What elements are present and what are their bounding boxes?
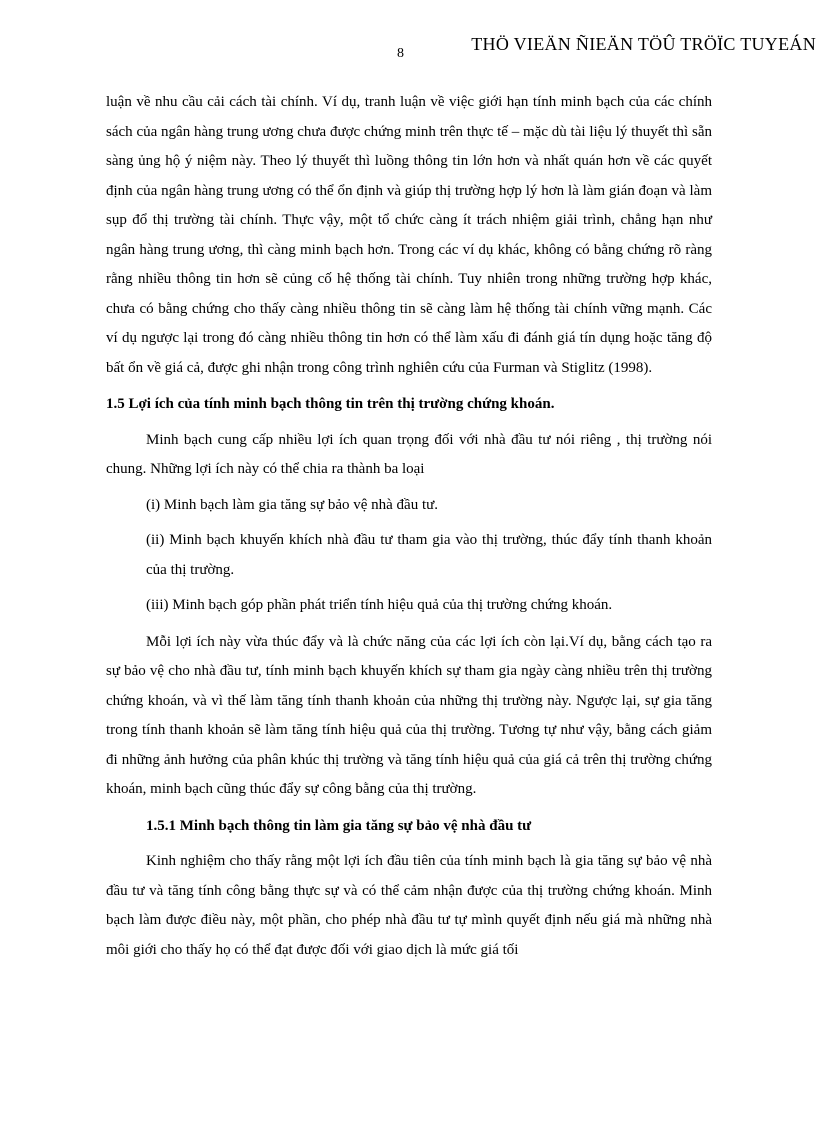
list-item-2: (ii) Minh bạch khuyến khích nhà đầu tư tham gia vào thị trường, thúc đẩy tính thanh khoản của thị trường. [146, 532, 712, 578]
section-heading-1-5: 1.5 Lợi ích của tính minh bạch thông tin trên thị trường chứng khoán. [106, 396, 555, 412]
paragraph-benefits-intro: Minh bạch cung cấp nhiều lợi ích quan trọng đối với nhà đầu tư nói riêng , thị trường nói chung. Những lợi ích này có thể chia ra thành ba loại [106, 431, 712, 477]
page-number: 8 [397, 46, 404, 61]
header-watermark: THÖ VIEÄN ÑIEÄN TÖÛ TRÖÏC TUYEÁN [471, 34, 816, 54]
section-heading-1-5-1: 1.5.1 Minh bạch thông tin làm gia tăng sự bảo vệ nhà đầu tư [146, 817, 532, 834]
paragraph-benefits-relationship: Mỗi lợi ích này vừa thúc đẩy và là chức năng của các lợi ích còn lại.Ví dụ, bằng cách tạo ra sự bảo vệ cho nhà đầu tư, tính minh bạch khuyến khích sự tham gia ngày càng nhiều trên thị trường chứng khoán, và vì thế làm tăng tính thanh khoản của những thị trường này. Ngược lại, sự gia tăng trong tính thanh khoản sẽ làm tăng tính hiệu quả của thị trường. Tương tự như vậy, bằng cách giảm đi những ảnh hưởng của phân khúc thị trường và tăng tính hiệu quả của giá cả trên thị trường chứng khoán, minh bạch cũng thúc đẩy sự công bằng của thị trường. [106, 633, 712, 797]
paragraph-continuation: luận về nhu cầu cải cách tài chính. Ví dụ, tranh luận về việc giới hạn tính minh bạch của các chính sách của ngân hàng trung ương chưa được chứng minh trên thực tế – mặc dù tài liệu lý thuyết thì sẵn sàng ủng hộ ý niệm này. Theo lý thuyết thì luồng thông tin lớn hơn và nhất quán hơn về các quyết định của ngân hàng trung ương có thể ổn định và giúp thị trường hợp lý hơn là làm gián đoạn và làm sụp đổ thị trường tài chính. Thực vậy, một tổ chức càng ít trách nhiệm giải trình, chẳng hạn như ngân hàng trung ương, thì càng minh bạch hơn. Trong các ví dụ khác, không có bằng chứng rõ ràng rằng nhiều thông tin hơn sẽ củng cố hệ thống tài chính. Tuy nhiên trong những trường hợp khác, chưa có bằng chứng cho thấy càng nhiều thông tin sẽ càng làm hệ thống tài chính vững mạnh. Các ví dụ ngược lại trong đó càng nhiều thông tin hơn có thể làm xấu đi đánh giá tín dụng hoặc tăng độ bất ổn về giá cả, được ghi nhận trong công trình nghiên cứu của Furman và Stiglitz (1998). [106, 94, 712, 376]
paragraph-investor-protection: Kinh nghiệm cho thấy rằng một lợi ích đầu tiên của tính minh bạch là gia tăng sự bảo vệ nhà đầu tư và tăng tính công bằng thực sự và có thể cảm nhận được của thị trường chứng khoán. Minh bạch làm được điều này, một phần, cho phép nhà đầu tư tự mình quyết định nếu giá mà những nhà môi giới cho thấy họ có thể đạt được đối với giao dịch là mức giá tối [106, 853, 712, 958]
list-item-1: (i) Minh bạch làm gia tăng sự bảo vệ nhà đầu tư. [146, 496, 439, 513]
document-body [106, 88, 712, 965]
list-item-3: (iii) Minh bạch góp phần phát triển tính hiệu quả của thị trường chứng khoán. [146, 597, 613, 613]
